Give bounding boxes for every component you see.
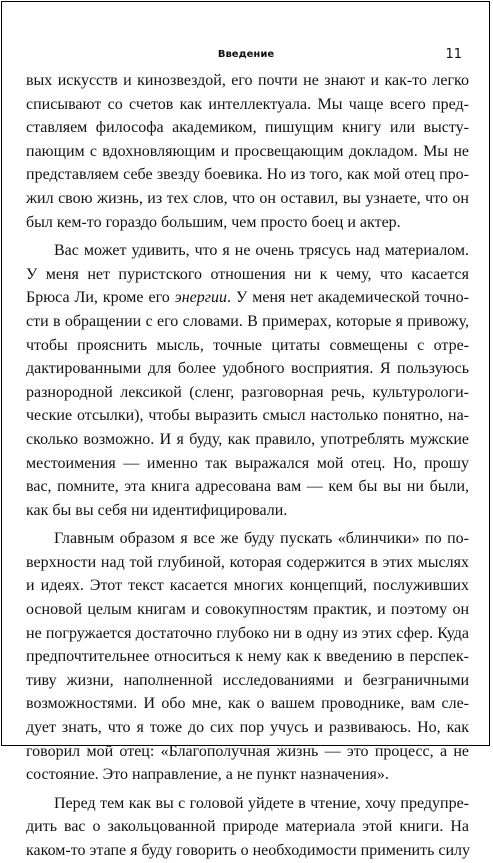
text-line: был кем-то гораздо большим, чем просто боец и актер. (26, 213, 401, 231)
text-line: сколько возможно. И я буду, как правило, употреблять мужские (26, 430, 469, 448)
paragraph (26, 69, 469, 234)
text-line: верхности над той глубиной, которая содержится в этих мыслях (26, 553, 469, 571)
page-number: 11 (445, 47, 462, 62)
text-line: тиву жизни, наполненной исследованиями и безграничными (26, 671, 469, 689)
text-line: ставляем философа академиком, пишущим книгу или высту- (26, 119, 469, 137)
text-line: вых искусств и кинозвездой, его почти не знают и как-то легко (26, 72, 469, 89)
text-line: пающим с вдохновляющим и просвещающим докладом. Мы не (26, 142, 469, 160)
text-line: ческие отсылки), чтобы выразить смысл настолько понятно, на- (26, 407, 469, 425)
body-text (26, 69, 469, 863)
text-line: вас, помните, эта книга адресована вам — кем бы вы ни были, (26, 478, 469, 496)
paragraph (26, 527, 469, 787)
text-line: сти в обращении с его словами. В примерах, которые я привожу, (26, 312, 469, 330)
chapter-title: Введение (217, 49, 275, 60)
text-line: и идеях. Этот текст касается многих концепций, послуживших (26, 577, 469, 595)
text-line: представляем себе звезду боевика. Но из того, как мой отец про- (26, 166, 469, 184)
paragraph (26, 792, 469, 863)
text-line: У меня нет пуристского отношения ни к чему, что касается (26, 265, 469, 283)
text-line: каком-то этапе я буду говорить о необходимости применить силу (26, 842, 471, 859)
text-line: списывают со счетов как интеллектуала. Мы чаще всего пред- (26, 95, 469, 113)
text-line: как бы вы себя ни идентифицировали. (26, 501, 288, 519)
text-line: возможностями. И обо мне, как о вашем проводнике, вам сле- (26, 695, 469, 713)
text-line: Главным образом я все же буду пускать «блинчики» по по- (54, 530, 469, 548)
text-line: местоимения — именно так выражался мой отец. Но, прошу (26, 454, 469, 472)
text-line: дует знать, что я тоже до сих пор учусь и развиваюсь. Но, как (26, 719, 469, 737)
text-line: состояние. Это направление, а не пункт назначения». (26, 766, 389, 784)
text-line: основой целым книгам и совокупностям практик, и поэтому он (26, 601, 469, 619)
text-line: дактированными для более удобного восприятия. Я пользуюсь (26, 360, 469, 378)
running-header (26, 45, 466, 65)
emphasis: энергии (174, 289, 228, 307)
text-line: Перед тем как вы с головой уйдете в чтение, хочу предупре- (54, 794, 469, 812)
text-line: дить вас о закольцованной природе материала этой книги. На (26, 818, 469, 836)
text-line: чтобы прояснить мысль, точные цитаты совмещены с отре- (26, 336, 469, 354)
text-line: Вас может удивить, что я не очень трясусь над материалом. (54, 242, 469, 260)
text-line: жил свою жизнь, из тех слов, что он оставил, вы узнаете, что он (26, 189, 469, 207)
text-line: разнородной лексикой (сленг, разговорная речь, культурологи- (26, 383, 469, 401)
paragraph (26, 239, 469, 522)
text-line: предпочтительнее относиться к нему как к введению в перспек- (26, 648, 469, 666)
book-page (1, 1, 490, 859)
text-line: не погружается достаточно глубоко ни в одну из этих сфер. Куда (26, 624, 469, 642)
text-line: говорил мой отец: «Благополучная жизнь — это процесс, а не (26, 742, 469, 760)
text-line: Брюса Ли, кроме его энергии. У меня нет академической точно- (26, 289, 469, 307)
